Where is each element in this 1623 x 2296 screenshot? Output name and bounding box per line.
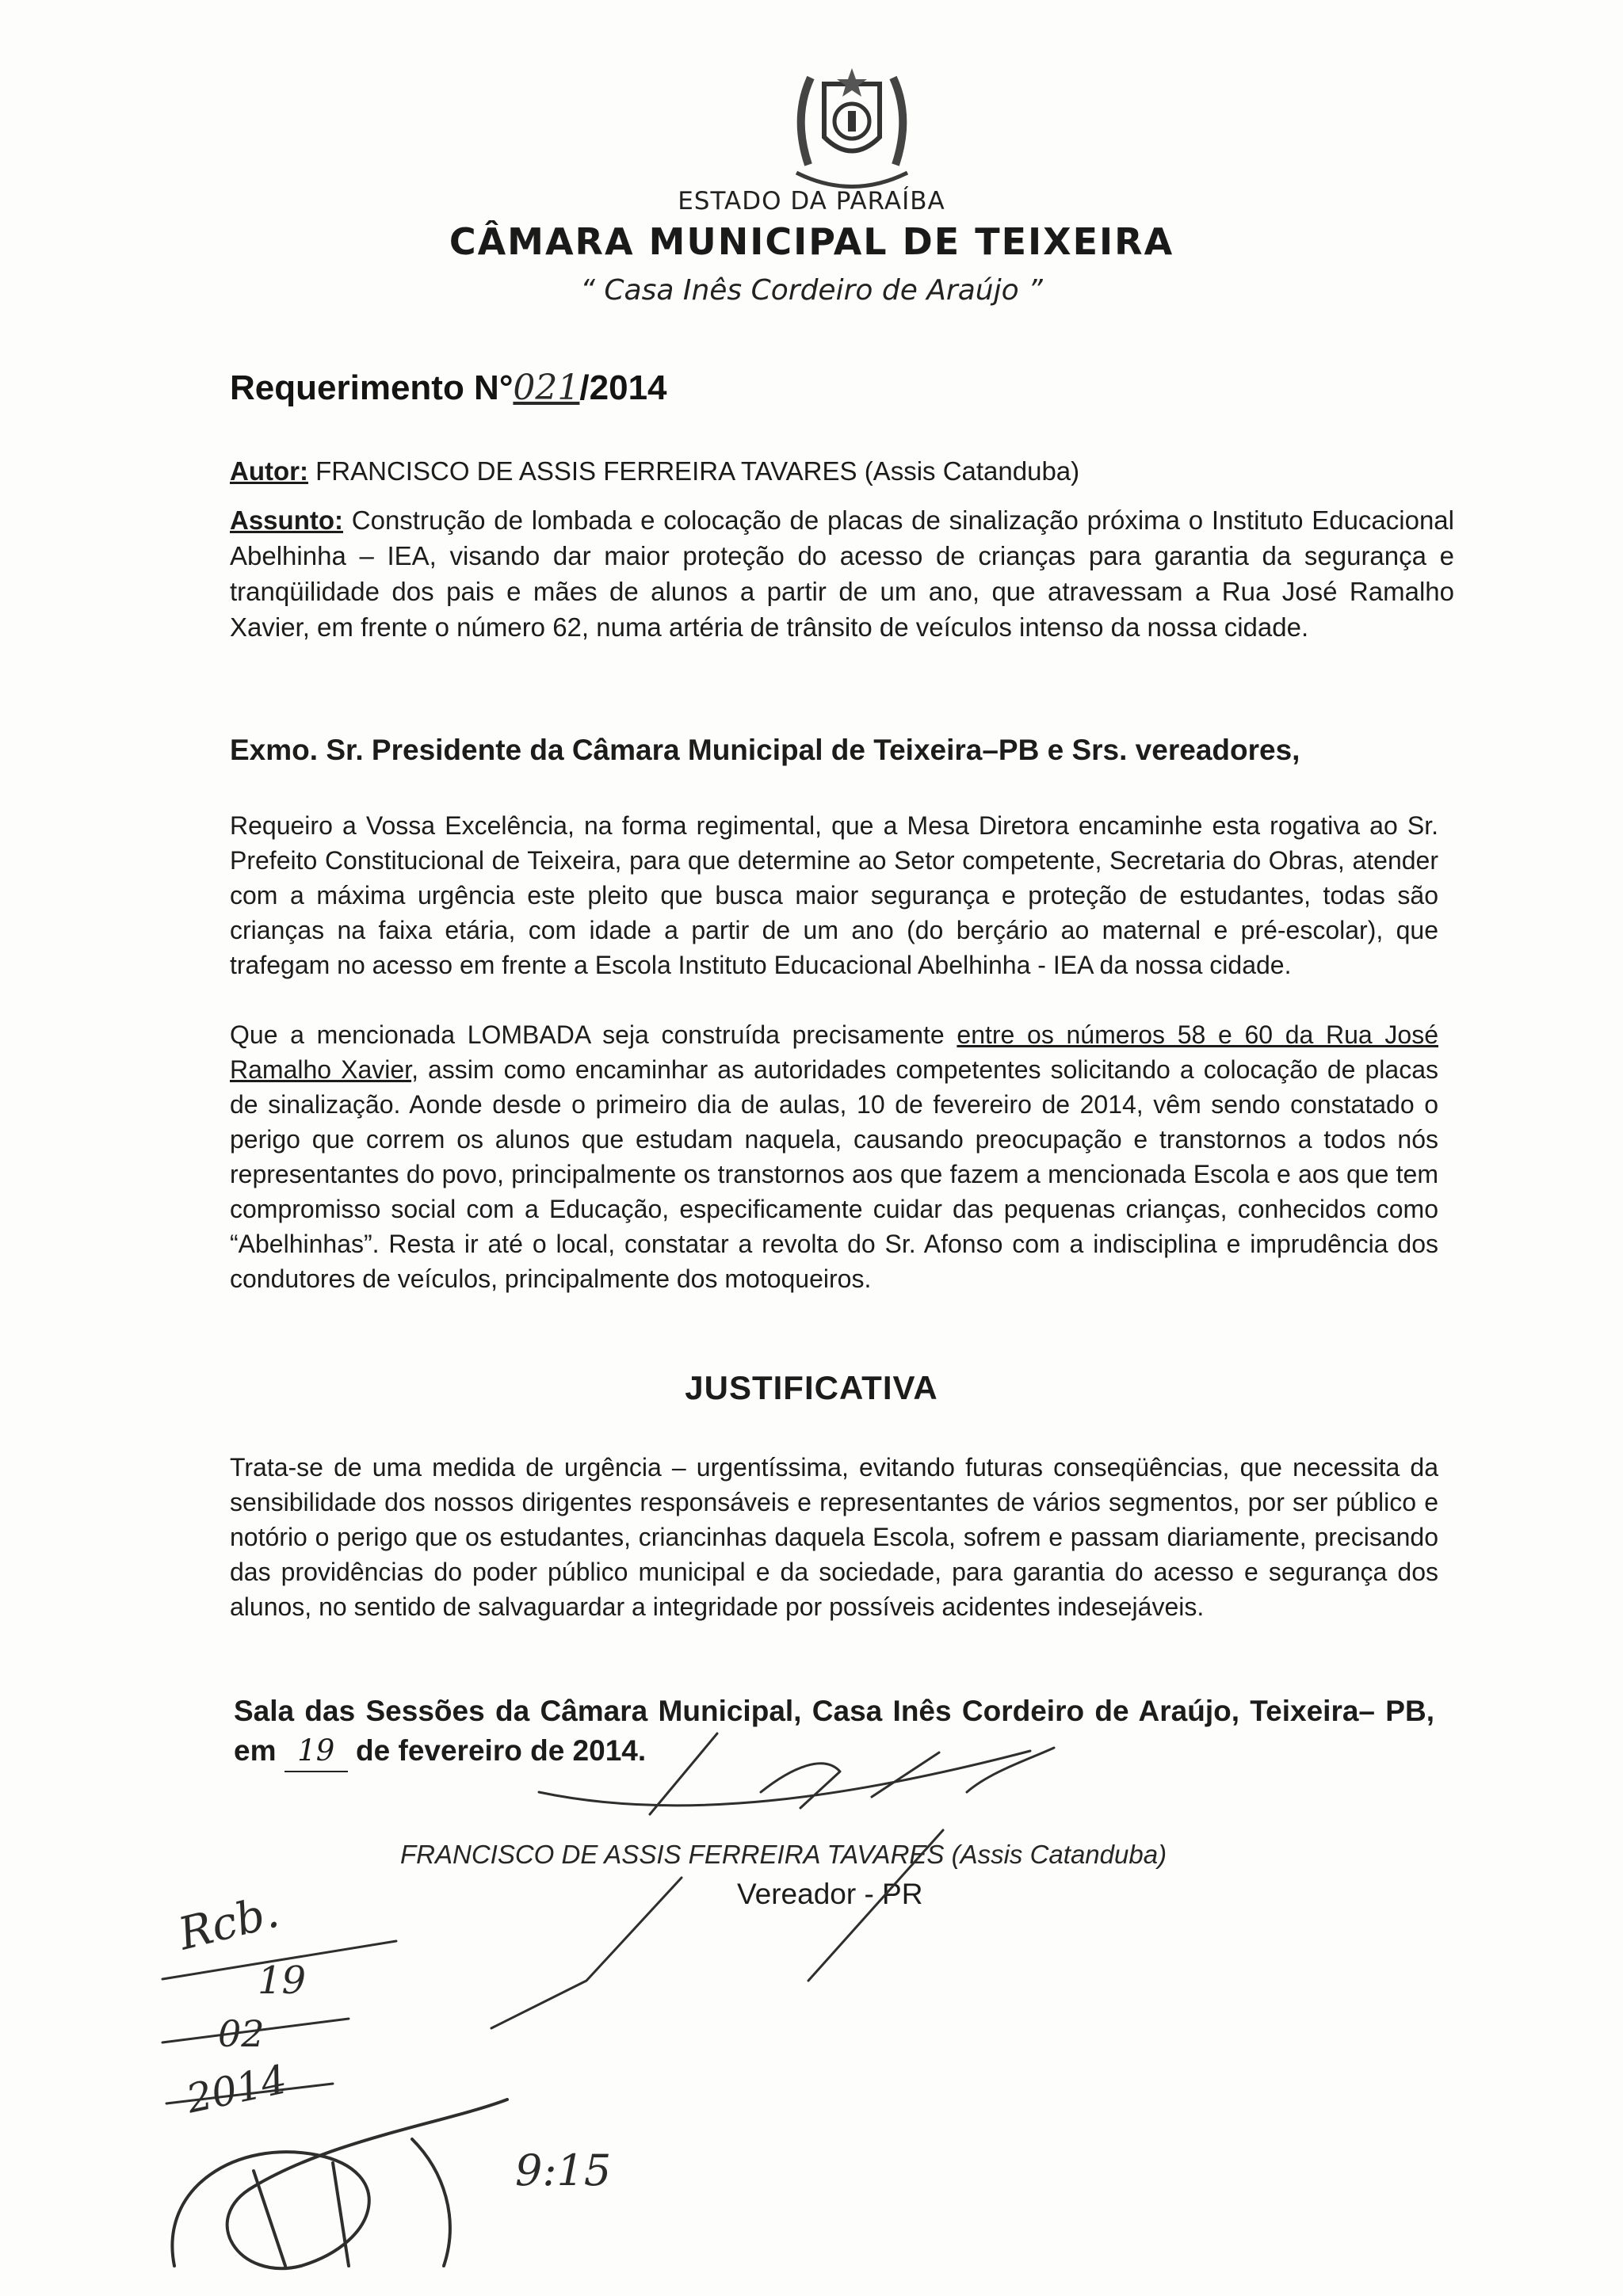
receipt-initials-signature <box>172 2100 507 2268</box>
received-month: 02 <box>218 2012 265 2055</box>
request-number-handwritten: 021 <box>513 368 580 408</box>
justification-text: Trata-se de uma medida de urgência – urgentíssima, evitando futuras conseqüências, que necessita da sensibilidade dos nossos dirigentes responsáveis e representantes de vários segmentos, por ser público e notório o perigo que os estudantes, criancinhas daquela Escola, sofrem e passam diariamente, precisando das providências do poder público municipal e da sociedade, para garantia do acesso e segurança dos alunos, no sentido de salvaguardar a integridade por possíveis acidentes indesejáveis. <box>230 1453 1438 1621</box>
request-year: /2014 <box>579 368 667 407</box>
municipal-seal-logo <box>765 62 939 189</box>
closing-line: Sala das Sessões da Câmara Municipal, Casa Inês Cordeiro de Araújo, Teixeira– PB, em <box>234 1695 1434 1767</box>
subject-value: Construção de lombada e colocação de placas de sinalização próxima o Instituto Educacional Abelhinha – IEA, visando dar maior proteção do acesso de crianças para garantia da segurança e tranqüilidade dos pais e mães de alunos a partir de um ano, que atravessam a Rua José Ramalho Xavier, em frente o número 62, numa artéria de trânsito de veículos intenso da nossa cidade. <box>230 505 1454 642</box>
state-heading: ESTADO DA PARAÍBA <box>678 187 945 215</box>
author-line <box>230 453 1454 489</box>
paragraph-2-underlined: entre os números 58 e 60 da Rua José Ramalho Xavier <box>230 1020 1439 1084</box>
request-number-line <box>230 368 667 408</box>
closing-day-handwritten: 19 <box>285 1731 348 1772</box>
signer-name: FRANCISCO DE ASSIS FERREIRA TAVARES (Assis Catanduba) <box>400 1840 1167 1869</box>
subject-block <box>230 502 1454 645</box>
body-paragraph-2 <box>230 1017 1438 1296</box>
body-paragraph-1: Requeiro a Vossa Excelência, na forma regimental, que a Mesa Diretora encaminhe esta rogativa ao Sr. Prefeito Constitucional de Teixeira, para que determine ao Setor competente, Secretaria do Obras, atender com a máxima urgência este pleito que busca maior segurança e proteção de estudantes, todas são crianças na faixa etária, com idade a partir de um ano (do berçário ao maternal e pré-escolar), que trafegam no acesso em frente a Escola Instituto Educacional Abelhinha - IEA da nossa cidade. <box>230 811 1438 979</box>
request-prefix: Requerimento N° <box>230 368 514 407</box>
received-day: 19 <box>258 1958 307 2003</box>
salutation: Exmo. Sr. Presidente da Câmara Municipal de Teixeira–PB e Srs. vereadores, <box>230 734 1300 766</box>
paragraph-2-end: , assim como encaminhar as autoridades competentes solicitando a colocação de placas de sinalização. Aonde desde o primeiro dia de aulas, 10 de fevereiro de 2014, vêm sendo constatado o perigo que correm os alunos que estudam naquela, causando preocupação e transtornos a todos nós representantes do povo, principalmente os transtornos aos que fazem a mencionada Escola e aos que tem compromisso social com a Educação, especificamente cuidar das pequenas crianças, conhecidos como “Abelhinhas”. Resta ir até o local, constatar a revolta do Sr. Afonso com a indisciplina e imprudência dos condutores de veículos, principalmente dos motoqueiros. <box>230 1055 1439 1293</box>
author-label: Autor: <box>230 456 308 486</box>
signer-role: Vereador - PR <box>737 1878 923 1910</box>
chamber-title: CÂMARA MUNICIPAL DE TEIXEIRA <box>449 220 1174 263</box>
received-year: 2014 <box>182 2056 291 2122</box>
received-note: Rcb. <box>174 1886 285 1961</box>
author-value: FRANCISCO DE ASSIS FERREIRA TAVARES (Assis Catanduba) <box>315 456 1080 486</box>
received-time: 9:15 <box>515 2145 612 2195</box>
closing-statement <box>234 1691 1434 1772</box>
subject-label: Assunto: <box>230 505 343 535</box>
justification-heading: JUSTIFICATIVA <box>685 1369 938 1406</box>
paragraph-2-start: Que a mencionada LOMBADA seja construída precisamente <box>230 1020 957 1049</box>
closing-date-rest: de fevereiro de 2014. <box>356 1734 647 1767</box>
house-subtitle: “ Casa Inês Cordeiro de Araújo ” <box>580 274 1043 307</box>
